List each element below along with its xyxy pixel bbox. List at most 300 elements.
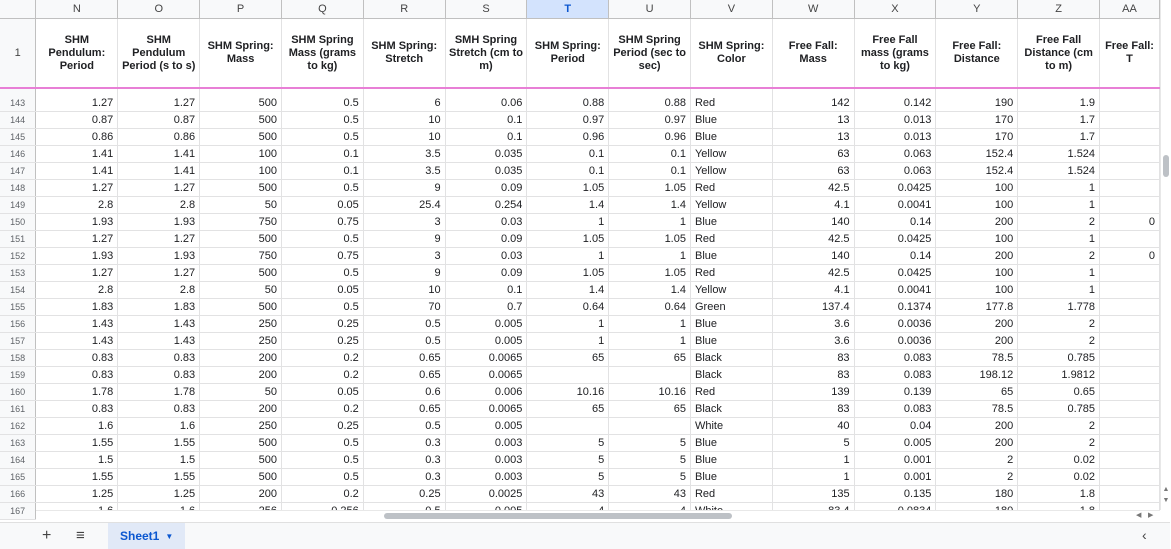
cell-w[interactable]: 83 xyxy=(772,367,854,384)
cell-u[interactable]: 1.05 xyxy=(609,265,691,282)
cell-y[interactable]: 200 xyxy=(936,214,1018,231)
cell-v[interactable]: Yellow xyxy=(690,197,772,214)
row-number[interactable]: 1 xyxy=(0,19,36,89)
cell-x[interactable]: 0.0036 xyxy=(854,333,936,350)
scroll-down-icon[interactable]: ▼ xyxy=(1162,497,1170,504)
row-number[interactable]: 146 xyxy=(0,146,36,163)
cell-p[interactable]: 200 xyxy=(200,486,282,503)
cell-o[interactable]: 2.8 xyxy=(118,197,200,214)
cell-s[interactable]: 0.003 xyxy=(445,435,527,452)
cell-z[interactable]: 1.7 xyxy=(1018,129,1100,146)
cell-z[interactable]: 2 xyxy=(1018,418,1100,435)
cell-w[interactable]: 135 xyxy=(772,486,854,503)
cell-s[interactable]: 0.0025 xyxy=(445,486,527,503)
cell-z[interactable]: 1 xyxy=(1018,265,1100,282)
cell-r[interactable]: 25.4 xyxy=(363,197,445,214)
cell-y[interactable]: 100 xyxy=(936,231,1018,248)
cell-v[interactable]: Blue xyxy=(690,469,772,486)
select-all-corner[interactable] xyxy=(0,0,36,19)
cell-y[interactable]: 100 xyxy=(936,197,1018,214)
cell-z[interactable]: 1 xyxy=(1018,180,1100,197)
cell-aa[interactable]: 0 xyxy=(1100,214,1160,231)
cell-o[interactable]: 0.83 xyxy=(118,367,200,384)
cell-aa[interactable] xyxy=(1100,350,1160,367)
cell-r[interactable]: 3.5 xyxy=(363,146,445,163)
menu-icon[interactable]: ≡ xyxy=(76,527,85,544)
row-number[interactable]: 165 xyxy=(0,469,36,486)
vertical-scrollbar[interactable] xyxy=(1160,0,1171,510)
cell-aa[interactable] xyxy=(1100,316,1160,333)
column-header-y[interactable]: Free Fall: Distance xyxy=(936,19,1018,89)
cell-s[interactable]: 0.035 xyxy=(445,146,527,163)
cell-o[interactable]: 1.5 xyxy=(118,452,200,469)
cell-w[interactable]: 42.5 xyxy=(772,265,854,282)
cell-n[interactable]: 0.86 xyxy=(36,129,118,146)
cell-z[interactable]: 1.524 xyxy=(1018,146,1100,163)
sheet-tab[interactable] xyxy=(108,523,185,549)
cell-x[interactable]: 0.0041 xyxy=(854,197,936,214)
cell-y[interactable]: 170 xyxy=(936,129,1018,146)
cell-x[interactable]: 0.0425 xyxy=(854,180,936,197)
cell-o[interactable]: 1.93 xyxy=(118,214,200,231)
cell-z[interactable]: 1.7 xyxy=(1018,112,1100,129)
cell-w[interactable]: 83 xyxy=(772,401,854,418)
cell-r[interactable]: 70 xyxy=(363,299,445,316)
cell-w[interactable]: 140 xyxy=(772,248,854,265)
cell-t[interactable]: 0.1 xyxy=(527,163,609,180)
cell-w[interactable]: 142 xyxy=(772,95,854,112)
cell-p[interactable]: 500 xyxy=(200,112,282,129)
cell-aa[interactable] xyxy=(1100,282,1160,299)
cell-y[interactable]: 152.4 xyxy=(936,146,1018,163)
cell-aa[interactable] xyxy=(1100,384,1160,401)
cell-y[interactable]: 78.5 xyxy=(936,350,1018,367)
cell-u[interactable]: 0.88 xyxy=(609,95,691,112)
cell-u[interactable]: 65 xyxy=(609,350,691,367)
column-header-p[interactable]: SHM Spring: Mass xyxy=(200,19,282,89)
cell-p[interactable]: 200 xyxy=(200,350,282,367)
cell-y[interactable]: 65 xyxy=(936,384,1018,401)
column-letter-u[interactable]: U xyxy=(609,0,691,19)
cell-x[interactable]: 0.083 xyxy=(854,401,936,418)
cell-q[interactable]: 0.2 xyxy=(281,486,363,503)
cell-w[interactable]: 83 xyxy=(772,350,854,367)
cell-u[interactable]: 1 xyxy=(609,248,691,265)
cell-w[interactable]: 42.5 xyxy=(772,180,854,197)
column-letter-z[interactable]: Z xyxy=(1018,0,1100,19)
row-number[interactable]: 167 xyxy=(0,503,36,520)
cell-u[interactable]: 1.4 xyxy=(609,197,691,214)
cell-v[interactable]: Black xyxy=(690,401,772,418)
cell-q[interactable]: 0.1 xyxy=(281,163,363,180)
cell-n[interactable]: 1.41 xyxy=(36,163,118,180)
cell-z[interactable]: 0.785 xyxy=(1018,401,1100,418)
cell-q[interactable]: 0.1 xyxy=(281,146,363,163)
cell-u[interactable]: 0.1 xyxy=(609,163,691,180)
column-letter-w[interactable]: W xyxy=(772,0,854,19)
cell-y[interactable]: 100 xyxy=(936,180,1018,197)
cell-aa[interactable] xyxy=(1100,197,1160,214)
column-header-n[interactable]: SHM Pendulum: Period xyxy=(36,19,118,89)
column-header-o[interactable]: SHM Pendulum Period (s to s) xyxy=(118,19,200,89)
cell-x[interactable]: 0.063 xyxy=(854,146,936,163)
cell-p[interactable]: 200 xyxy=(200,401,282,418)
cell-r[interactable]: 0.65 xyxy=(363,350,445,367)
cell-q[interactable]: 0.5 xyxy=(281,112,363,129)
cell-aa[interactable] xyxy=(1100,129,1160,146)
cell-s[interactable]: 0.005 xyxy=(445,418,527,435)
cell-v[interactable]: Blue xyxy=(690,316,772,333)
row-number[interactable]: 160 xyxy=(0,384,36,401)
cell-y[interactable]: 2 xyxy=(936,469,1018,486)
scroll-right-icon[interactable]: ▶ xyxy=(1148,512,1154,519)
cell-n[interactable]: 2.8 xyxy=(36,197,118,214)
cell-u[interactable]: 5 xyxy=(609,452,691,469)
row-number[interactable]: 143 xyxy=(0,95,36,112)
column-header-q[interactable]: SHM Spring Mass (grams to kg) xyxy=(281,19,363,89)
cell-x[interactable]: 0.0036 xyxy=(854,316,936,333)
cell-r[interactable]: 10 xyxy=(363,129,445,146)
cell-p[interactable]: 500 xyxy=(200,469,282,486)
cell-z[interactable]: 1 xyxy=(1018,282,1100,299)
cell-o[interactable]: 1.27 xyxy=(118,265,200,282)
cell-y[interactable]: 200 xyxy=(936,435,1018,452)
cell-y[interactable]: 200 xyxy=(936,333,1018,350)
cell-r[interactable]: 6 xyxy=(363,95,445,112)
cell-x[interactable]: 0.04 xyxy=(854,418,936,435)
cell-z[interactable]: 1 xyxy=(1018,231,1100,248)
cell-x[interactable]: 0.1374 xyxy=(854,299,936,316)
cell-v[interactable]: Blue xyxy=(690,112,772,129)
cell-s[interactable]: 0.003 xyxy=(445,469,527,486)
cell-w[interactable]: 137.4 xyxy=(772,299,854,316)
column-header-t[interactable]: SHM Spring: Period xyxy=(527,19,609,89)
cell-w[interactable]: 42.5 xyxy=(772,231,854,248)
cell-n[interactable]: 2.8 xyxy=(36,282,118,299)
cell-t[interactable]: 65 xyxy=(527,350,609,367)
column-letter-s[interactable]: S xyxy=(445,0,527,19)
cell-o[interactable]: 1.83 xyxy=(118,299,200,316)
column-letter-aa[interactable]: AA xyxy=(1100,0,1160,19)
cell-z[interactable]: 2 xyxy=(1018,248,1100,265)
cell-t[interactable]: 1 xyxy=(527,316,609,333)
row-number[interactable]: 151 xyxy=(0,231,36,248)
cell-x[interactable]: 0.005 xyxy=(854,435,936,452)
cell-q[interactable]: 0.25 xyxy=(281,316,363,333)
cell-s[interactable]: 0.005 xyxy=(445,333,527,350)
cell-n[interactable]: 0.83 xyxy=(36,401,118,418)
cell-y[interactable]: 190 xyxy=(936,95,1018,112)
cell-n[interactable]: 1.55 xyxy=(36,435,118,452)
cell-p[interactable]: 500 xyxy=(200,435,282,452)
cell-w[interactable]: 63 xyxy=(772,163,854,180)
row-number[interactable]: 161 xyxy=(0,401,36,418)
cell-s[interactable]: 0.03 xyxy=(445,214,527,231)
cell-o[interactable]: 0.87 xyxy=(118,112,200,129)
column-letter-q[interactable]: Q xyxy=(281,0,363,19)
cell-o[interactable]: 0.83 xyxy=(118,401,200,418)
row-number[interactable]: 147 xyxy=(0,163,36,180)
cell-p[interactable]: 750 xyxy=(200,214,282,231)
cell-r[interactable]: 10 xyxy=(363,282,445,299)
column-header-s[interactable]: SMH Spring Stretch (cm to m) xyxy=(445,19,527,89)
cell-t[interactable]: 1 xyxy=(527,248,609,265)
cell-aa[interactable] xyxy=(1100,367,1160,384)
cell-r[interactable]: 0.6 xyxy=(363,384,445,401)
cell-n[interactable]: 1.27 xyxy=(36,265,118,282)
cell-s[interactable]: 0.1 xyxy=(445,112,527,129)
cell-v[interactable]: Blue xyxy=(690,333,772,350)
cell-w[interactable]: 3.6 xyxy=(772,316,854,333)
cell-o[interactable]: 1.43 xyxy=(118,316,200,333)
cell-aa[interactable] xyxy=(1100,469,1160,486)
cell-w[interactable]: 140 xyxy=(772,214,854,231)
cell-s[interactable]: 0.1 xyxy=(445,282,527,299)
cell-aa[interactable] xyxy=(1100,265,1160,282)
cell-o[interactable]: 1.27 xyxy=(118,95,200,112)
cell-w[interactable]: 4.1 xyxy=(772,282,854,299)
cell-t[interactable]: 0.88 xyxy=(527,95,609,112)
cell-t[interactable] xyxy=(527,367,609,384)
cell-t[interactable] xyxy=(527,418,609,435)
cell-y[interactable]: 200 xyxy=(936,316,1018,333)
cell-n[interactable]: 1.27 xyxy=(36,231,118,248)
cell-n[interactable]: 1.83 xyxy=(36,299,118,316)
cell-w[interactable]: 13 xyxy=(772,129,854,146)
cell-t[interactable]: 0.1 xyxy=(527,146,609,163)
cell-s[interactable]: 0.0065 xyxy=(445,367,527,384)
cell-aa[interactable] xyxy=(1100,299,1160,316)
cell-v[interactable]: Blue xyxy=(690,129,772,146)
cell-p[interactable]: 100 xyxy=(200,163,282,180)
cell-p[interactable]: 200 xyxy=(200,367,282,384)
cell-y[interactable]: 200 xyxy=(936,418,1018,435)
cell-p[interactable]: 250 xyxy=(200,316,282,333)
column-letter-o[interactable]: O xyxy=(118,0,200,19)
cell-n[interactable]: 1.55 xyxy=(36,469,118,486)
row-number[interactable]: 163 xyxy=(0,435,36,452)
cell-s[interactable]: 0.06 xyxy=(445,95,527,112)
cell-q[interactable]: 0.75 xyxy=(281,214,363,231)
cell-y[interactable]: 100 xyxy=(936,265,1018,282)
cell-z[interactable]: 1.778 xyxy=(1018,299,1100,316)
cell-v[interactable]: Red xyxy=(690,231,772,248)
cell-v[interactable]: Red xyxy=(690,384,772,401)
cell-w[interactable]: 1 xyxy=(772,452,854,469)
cell-q[interactable]: 0.5 xyxy=(281,129,363,146)
cell-x[interactable]: 0.14 xyxy=(854,214,936,231)
cell-q[interactable]: 0.2 xyxy=(281,367,363,384)
cell-y[interactable]: 78.5 xyxy=(936,401,1018,418)
cell-o[interactable]: 1.78 xyxy=(118,384,200,401)
cell-v[interactable]: Blue xyxy=(690,452,772,469)
cell-s[interactable]: 0.09 xyxy=(445,231,527,248)
cell-n[interactable]: 1.41 xyxy=(36,146,118,163)
cell-u[interactable] xyxy=(609,367,691,384)
cell-q[interactable]: 0.2 xyxy=(281,350,363,367)
cell-p[interactable]: 500 xyxy=(200,95,282,112)
cell-u[interactable]: 0.64 xyxy=(609,299,691,316)
cell-o[interactable]: 1.55 xyxy=(118,435,200,452)
cell-t[interactable]: 1 xyxy=(527,333,609,350)
cell-s[interactable]: 0.09 xyxy=(445,265,527,282)
cell-x[interactable]: 0.013 xyxy=(854,129,936,146)
cell-x[interactable]: 0.063 xyxy=(854,163,936,180)
cell-y[interactable]: 2 xyxy=(936,452,1018,469)
cell-y[interactable]: 100 xyxy=(936,282,1018,299)
cell-v[interactable]: Red xyxy=(690,265,772,282)
row-number[interactable]: 164 xyxy=(0,452,36,469)
cell-t[interactable]: 5 xyxy=(527,469,609,486)
column-header-r[interactable]: SHM Spring: Stretch xyxy=(363,19,445,89)
cell-z[interactable]: 2 xyxy=(1018,333,1100,350)
cell-s[interactable]: 0.7 xyxy=(445,299,527,316)
cell-p[interactable]: 500 xyxy=(200,299,282,316)
row-number[interactable]: 155 xyxy=(0,299,36,316)
cell-w[interactable]: 4.1 xyxy=(772,197,854,214)
cell-t[interactable]: 43 xyxy=(527,486,609,503)
column-letter-t[interactable]: T xyxy=(527,0,609,19)
cell-o[interactable]: 2.8 xyxy=(118,282,200,299)
cell-z[interactable]: 0.785 xyxy=(1018,350,1100,367)
cell-aa[interactable] xyxy=(1100,146,1160,163)
row-number[interactable]: 166 xyxy=(0,486,36,503)
cell-aa[interactable] xyxy=(1100,418,1160,435)
cell-aa[interactable] xyxy=(1100,95,1160,112)
cell-n[interactable]: 1.93 xyxy=(36,248,118,265)
cell-x[interactable]: 0.001 xyxy=(854,469,936,486)
cell-z[interactable]: 1.9 xyxy=(1018,95,1100,112)
cell-s[interactable]: 0.0065 xyxy=(445,350,527,367)
column-letter-y[interactable]: Y xyxy=(936,0,1018,19)
cell-n[interactable]: 0.83 xyxy=(36,350,118,367)
cell-r[interactable]: 10 xyxy=(363,112,445,129)
cell-o[interactable]: 0.83 xyxy=(118,350,200,367)
row-number[interactable]: 152 xyxy=(0,248,36,265)
cell-x[interactable]: 0.013 xyxy=(854,112,936,129)
cell-n[interactable]: 1.27 xyxy=(36,180,118,197)
cell-z[interactable]: 0.02 xyxy=(1018,469,1100,486)
cell-q[interactable]: 0.05 xyxy=(281,384,363,401)
column-letter-x[interactable]: X xyxy=(854,0,936,19)
cell-n[interactable]: 1.5 xyxy=(36,452,118,469)
cell-o[interactable]: 0.86 xyxy=(118,129,200,146)
cell-x[interactable]: 0.0425 xyxy=(854,231,936,248)
cell-q[interactable]: 0.05 xyxy=(281,282,363,299)
cell-r[interactable]: 3 xyxy=(363,214,445,231)
cell-w[interactable]: 5 xyxy=(772,435,854,452)
cell-x[interactable]: 0.135 xyxy=(854,486,936,503)
cell-p[interactable]: 250 xyxy=(200,418,282,435)
cell-r[interactable]: 9 xyxy=(363,231,445,248)
cell-t[interactable]: 5 xyxy=(527,452,609,469)
column-letter-n[interactable]: N xyxy=(36,0,118,19)
cell-v[interactable]: Red xyxy=(690,95,772,112)
cell-w[interactable]: 139 xyxy=(772,384,854,401)
cell-z[interactable]: 1.9812 xyxy=(1018,367,1100,384)
cell-y[interactable]: 180 xyxy=(936,486,1018,503)
cell-aa[interactable] xyxy=(1100,452,1160,469)
caret-down-icon[interactable]: ▼ xyxy=(165,531,174,541)
column-letter-r[interactable]: R xyxy=(363,0,445,19)
cell-o[interactable]: 1.93 xyxy=(118,248,200,265)
column-header-w[interactable]: Free Fall: Mass xyxy=(772,19,854,89)
cell-w[interactable]: 63 xyxy=(772,146,854,163)
cell-o[interactable]: 1.41 xyxy=(118,146,200,163)
cell-o[interactable]: 1.41 xyxy=(118,163,200,180)
cell-p[interactable]: 250 xyxy=(200,333,282,350)
cell-t[interactable]: 0.96 xyxy=(527,129,609,146)
vertical-scroll-thumb[interactable] xyxy=(1163,155,1169,177)
cell-u[interactable]: 65 xyxy=(609,401,691,418)
row-number[interactable]: 148 xyxy=(0,180,36,197)
cell-q[interactable]: 0.5 xyxy=(281,95,363,112)
cell-r[interactable]: 0.65 xyxy=(363,401,445,418)
row-number[interactable]: 150 xyxy=(0,214,36,231)
cell-n[interactable]: 1.43 xyxy=(36,316,118,333)
cell-aa[interactable] xyxy=(1100,333,1160,350)
cell-t[interactable]: 65 xyxy=(527,401,609,418)
cell-y[interactable]: 152.4 xyxy=(936,163,1018,180)
cell-p[interactable]: 500 xyxy=(200,180,282,197)
cell-o[interactable]: 1.43 xyxy=(118,333,200,350)
cell-p[interactable]: 500 xyxy=(200,265,282,282)
cell-u[interactable]: 43 xyxy=(609,486,691,503)
cell-z[interactable]: 2 xyxy=(1018,214,1100,231)
cell-u[interactable]: 1 xyxy=(609,214,691,231)
column-letter-v[interactable]: V xyxy=(690,0,772,19)
cell-v[interactable]: Yellow xyxy=(690,146,772,163)
cell-r[interactable]: 0.5 xyxy=(363,316,445,333)
cell-q[interactable]: 0.25 xyxy=(281,418,363,435)
cell-z[interactable]: 1.8 xyxy=(1018,486,1100,503)
cell-r[interactable]: 0.3 xyxy=(363,452,445,469)
cell-z[interactable]: 1.524 xyxy=(1018,163,1100,180)
cell-q[interactable]: 0.5 xyxy=(281,180,363,197)
row-number[interactable]: 162 xyxy=(0,418,36,435)
cell-n[interactable]: 0.87 xyxy=(36,112,118,129)
cell-q[interactable]: 0.5 xyxy=(281,435,363,452)
cell-p[interactable]: 500 xyxy=(200,129,282,146)
cell-r[interactable]: 3.5 xyxy=(363,163,445,180)
cell-p[interactable]: 500 xyxy=(200,452,282,469)
cell-x[interactable]: 0.0041 xyxy=(854,282,936,299)
cell-q[interactable]: 0.5 xyxy=(281,299,363,316)
cell-u[interactable]: 10.16 xyxy=(609,384,691,401)
cell-z[interactable]: 2 xyxy=(1018,316,1100,333)
cell-r[interactable]: 0.65 xyxy=(363,367,445,384)
cell-p[interactable]: 50 xyxy=(200,197,282,214)
cell-s[interactable]: 0.006 xyxy=(445,384,527,401)
cell-t[interactable]: 1 xyxy=(527,214,609,231)
cell-v[interactable]: Blue xyxy=(690,248,772,265)
cell-y[interactable]: 198.12 xyxy=(936,367,1018,384)
cell-z[interactable]: 0.65 xyxy=(1018,384,1100,401)
cell-n[interactable]: 0.83 xyxy=(36,367,118,384)
row-number[interactable]: 158 xyxy=(0,350,36,367)
cell-s[interactable]: 0.005 xyxy=(445,316,527,333)
cell-s[interactable]: 0.035 xyxy=(445,163,527,180)
cell-u[interactable]: 5 xyxy=(609,435,691,452)
cell-u[interactable]: 0.1 xyxy=(609,146,691,163)
cell-z[interactable]: 0.02 xyxy=(1018,452,1100,469)
cell-n[interactable]: 1.43 xyxy=(36,333,118,350)
cell-n[interactable]: 1.27 xyxy=(36,95,118,112)
cell-s[interactable]: 0.1 xyxy=(445,129,527,146)
cell-v[interactable]: Black xyxy=(690,367,772,384)
cell-v[interactable]: Blue xyxy=(690,214,772,231)
cell-o[interactable]: 1.6 xyxy=(118,418,200,435)
